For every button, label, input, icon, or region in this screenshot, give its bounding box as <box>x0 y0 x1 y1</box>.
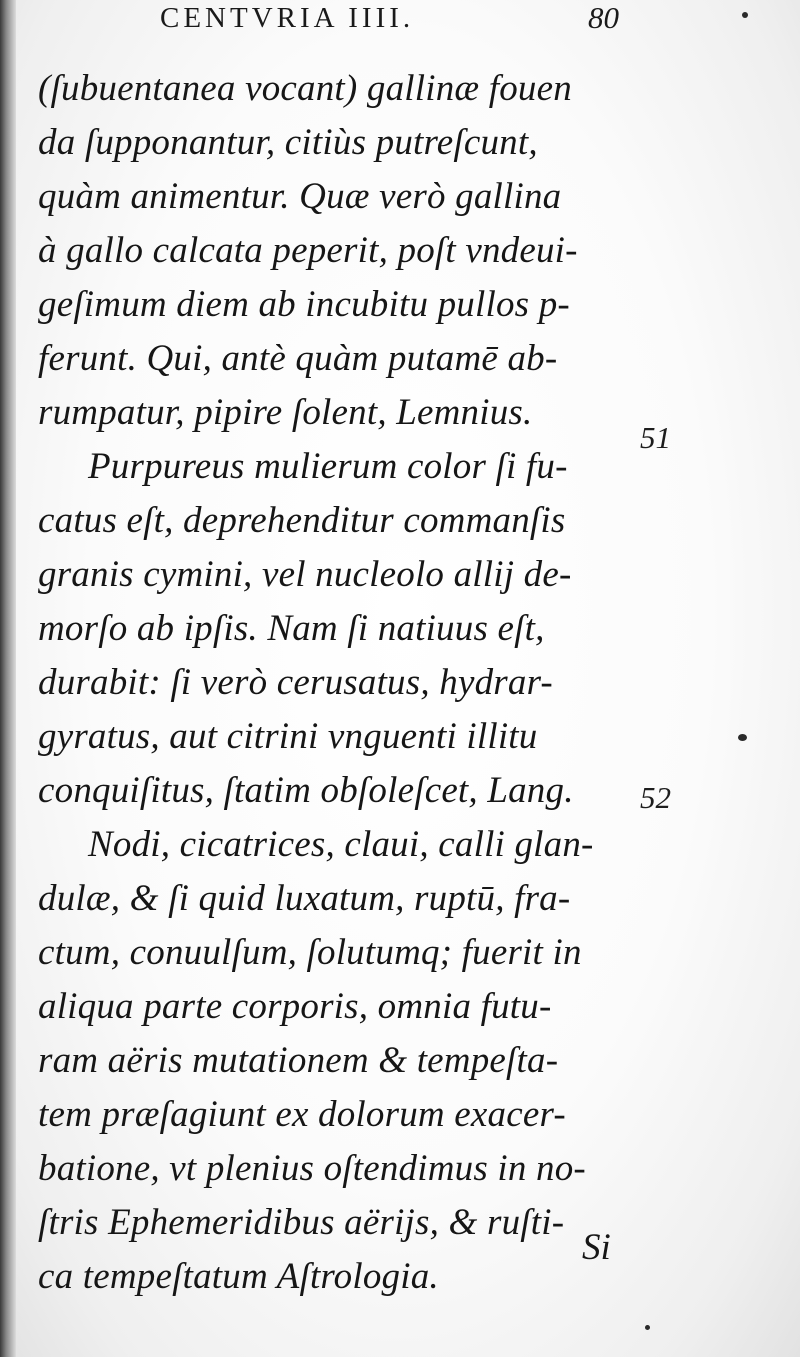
ink-speck <box>645 1325 650 1330</box>
page-gutter-shadow <box>0 0 16 1357</box>
margin-number: 51 <box>640 420 671 455</box>
text-line: batione, vt plenius oſtendimus in no- <box>38 1148 586 1189</box>
text-line: ram aëris mutationem & tempeſta- <box>38 1040 559 1081</box>
text-line: morſo ab ipſis. Nam ſi natiuus eſt, <box>38 608 545 649</box>
catchword: Si <box>582 1227 611 1268</box>
text-line: (ſubuentanea vocant) gallinæ fouen <box>38 68 572 109</box>
text-line: catus eſt, deprehenditur commanſis <box>38 500 566 541</box>
text-line: granis cymini, vel nucleolo allij de- <box>38 554 572 595</box>
text-line: tem præſagiunt ex dolorum exacer- <box>38 1094 566 1135</box>
text-line: à gallo calcata peperit, poſt vndeui- <box>38 230 578 271</box>
text-line: conquiſitus, ſtatim obſoleſcet, Lang. <box>38 770 574 811</box>
paragraph-first-line: Purpureus mulierum color ſi fu- <box>88 446 568 487</box>
margin-number: 52 <box>640 780 671 815</box>
running-head: CENTVRIA IIII. <box>160 2 415 34</box>
text-line: dulæ, & ſi quid luxatum, ruptū, fra- <box>38 878 571 919</box>
text-line: ca tempeſtatum Aſtrologia. <box>38 1256 439 1297</box>
folio-number: 80 <box>588 0 619 35</box>
text-line: geſimum diem ab incubitu pullos p- <box>38 284 570 325</box>
ink-speck <box>742 12 748 18</box>
text-line: gyratus, aut citrini vnguenti illitu <box>38 716 538 757</box>
ink-speck <box>738 734 747 741</box>
page-header <box>160 0 640 44</box>
paragraph-first-line: Nodi, cicatrices, claui, calli glan- <box>88 824 594 865</box>
text-line: ctum, conuulſum, ſolutumq; fuerit in <box>38 932 582 973</box>
text-line: da ſupponantur, citiùs putreſcunt, <box>38 122 538 163</box>
text-line: ferunt. Qui, antè quàm putamē ab- <box>38 338 558 379</box>
text-line: ſtris Ephemeridibus aërijs, & ruſti- <box>38 1202 565 1243</box>
text-line: rumpatur, pipire ſolent, Lemnius. <box>38 392 533 433</box>
text-line: aliqua parte corporis, omnia futu- <box>38 986 552 1027</box>
text-line: quàm animentur. Quæ verò gallina <box>38 176 562 217</box>
text-line: durabit: ſi verò cerusatus, hydrar- <box>38 662 553 703</box>
